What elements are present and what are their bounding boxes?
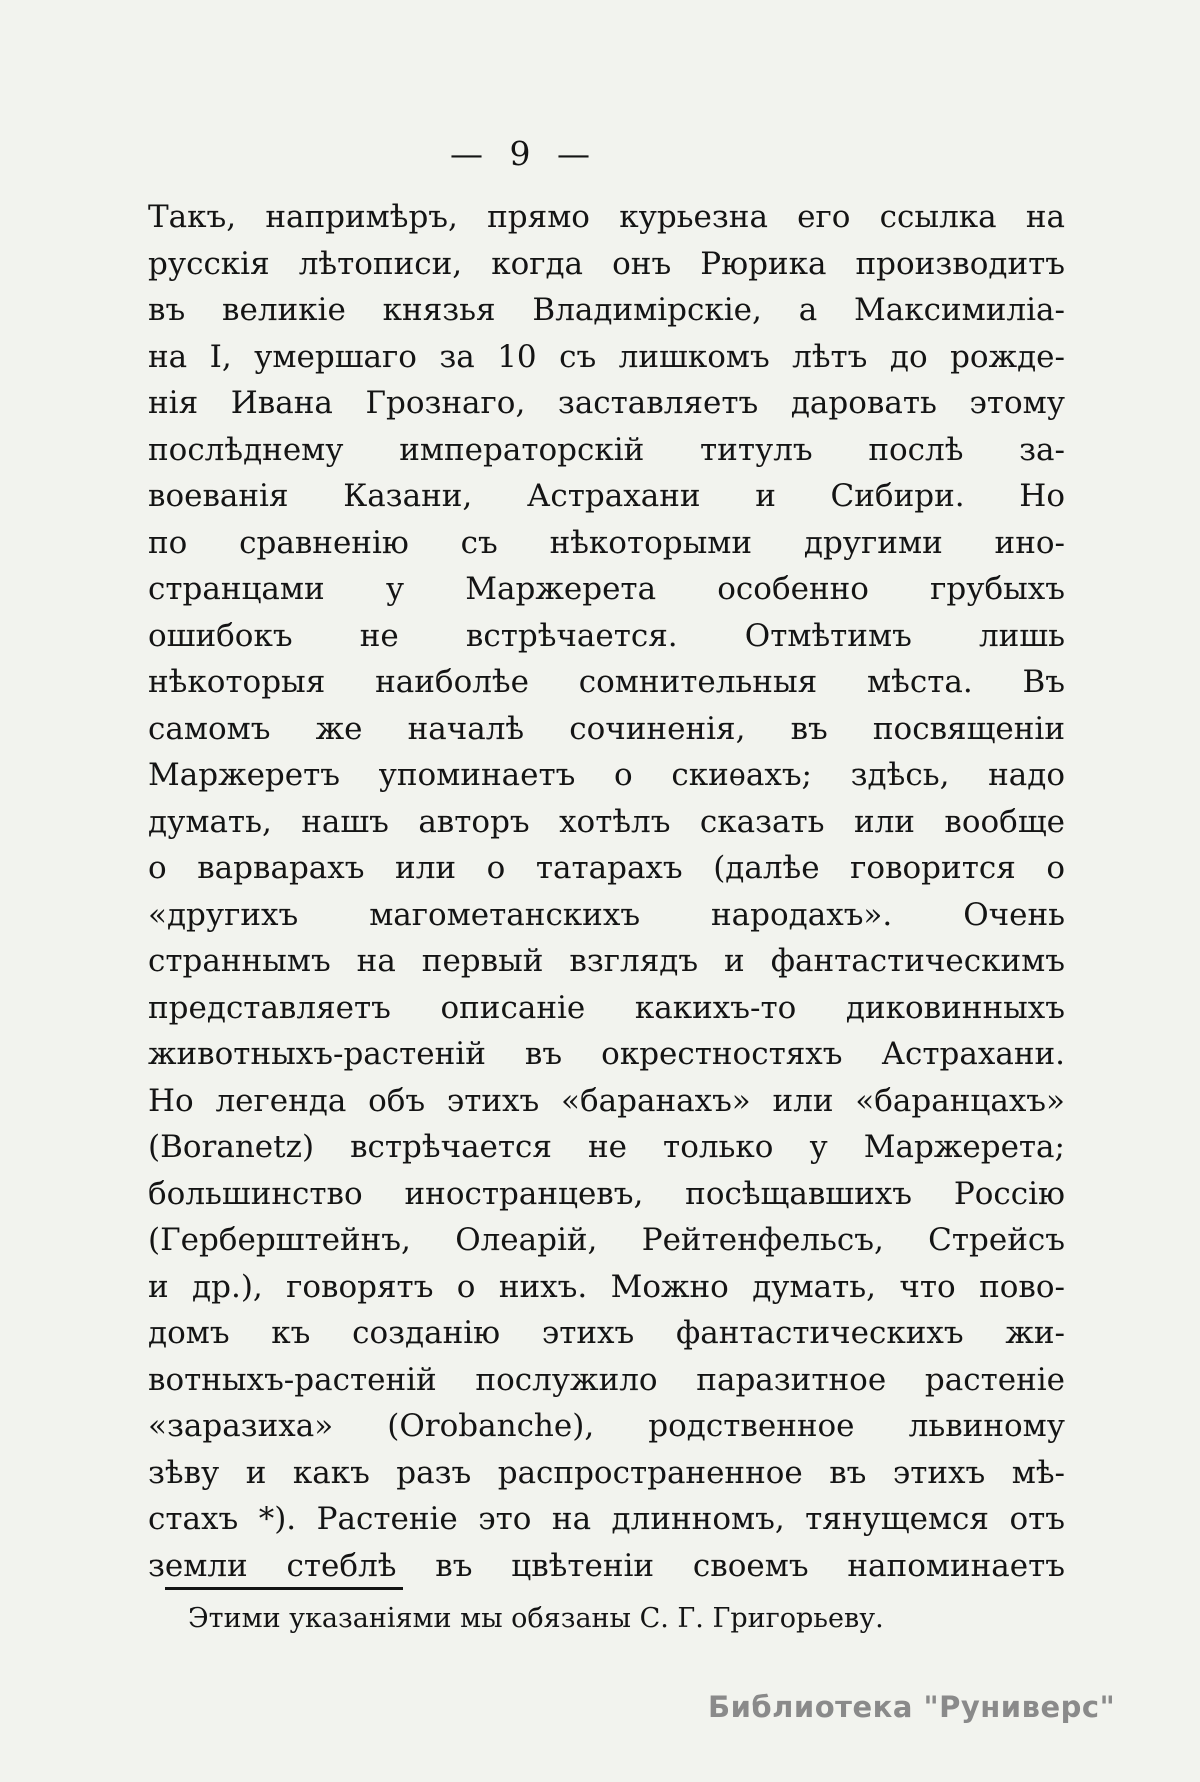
text-line: представляетъ описаніе какихъ-то диковинныхъ [148, 989, 1065, 1026]
text-line: русскія лѣтописи, когда онъ Рюрика производитъ [148, 245, 1065, 282]
text-line: страннымъ на первый взглядъ и фантастическимъ [148, 943, 1065, 979]
text-line: о варварахъ или о татарахъ (далѣе говорится о [148, 850, 1065, 886]
footnote-text: Этими указаніями мы обязаны С. Г. Григорьеву. [188, 1603, 884, 1634]
text-line: земли стеблѣ въ цвѣтеніи своемъ напоминаетъ [148, 1547, 1065, 1584]
text-line: на I, умершаго за 10 съ лишкомъ лѣтъ до рожде- [148, 338, 1065, 375]
text-line: думать, нашъ авторъ хотѣлъ сказать или вообще [148, 803, 1065, 840]
text-line: и др.), говорятъ о нихъ. Можно думать, что пово- [148, 1268, 1065, 1305]
library-watermark: Библиотека "Руниверс" [708, 1690, 1116, 1724]
text-line: Но легенда объ этихъ «баранахъ» или «баранцахъ» [148, 1082, 1065, 1119]
text-line: стахъ *). Растеніе это на длинномъ, тянущемся отъ [148, 1501, 1065, 1537]
body-text [148, 194, 1065, 1589]
page-number: — 9 — [450, 134, 590, 173]
text-line: животныхъ-растеній въ окрестностяхъ Астрахани. [148, 1036, 1065, 1072]
text-line: самомъ же началѣ сочиненія, въ посвященіи [148, 710, 1065, 747]
text-line: зѣву и какъ разъ распространенное въ этихъ мѣ- [148, 1454, 1065, 1491]
text-line: по сравненію съ нѣкоторыми другими ино- [148, 524, 1065, 561]
text-line: нія Ивана Грознаго, заставляетъ даровать этому [148, 385, 1065, 421]
text-line: домъ къ созданію этихъ фантастическихъ жи- [148, 1315, 1065, 1351]
text-line: (Boranetz) встрѣчается не только у Маржерета; [148, 1129, 1065, 1165]
text-line: «другихъ магометанскихъ народахъ». Очень [148, 896, 1065, 933]
text-line: нѣкоторыя наиболѣе сомнительныя мѣста. Въ [148, 664, 1065, 700]
text-line: въ великіе князья Владимірскіе, а Максимиліа- [148, 292, 1065, 328]
text-line: «заразиха» (Orobanche), родственное львиному [148, 1408, 1065, 1444]
text-line: воеванія Казани, Астрахани и Сибири. Но [148, 478, 1065, 514]
text-line: (Герберштейнъ, Олеарій, Рейтенфельсъ, Стрейсъ [148, 1222, 1065, 1258]
text-line: большинство иностранцевъ, посѣщавшихъ Россію [148, 1175, 1065, 1212]
text-line: ошибокъ не встрѣчается. Отмѣтимъ лишь [148, 617, 1065, 654]
text-line: Такъ, напримѣръ, прямо курьезна его ссылка на [148, 199, 1065, 235]
text-line: странцами у Маржерета особенно грубыхъ [148, 571, 1065, 607]
text-line: вотныхъ-растеній послужило паразитное растеніе [148, 1361, 1065, 1398]
text-line: Маржеретъ упоминаетъ о скиѳахъ; здѣсь, надо [148, 757, 1065, 793]
text-line: послѣднему императорскій титулъ послѣ за- [148, 431, 1065, 468]
footnote-divider [165, 1587, 403, 1590]
